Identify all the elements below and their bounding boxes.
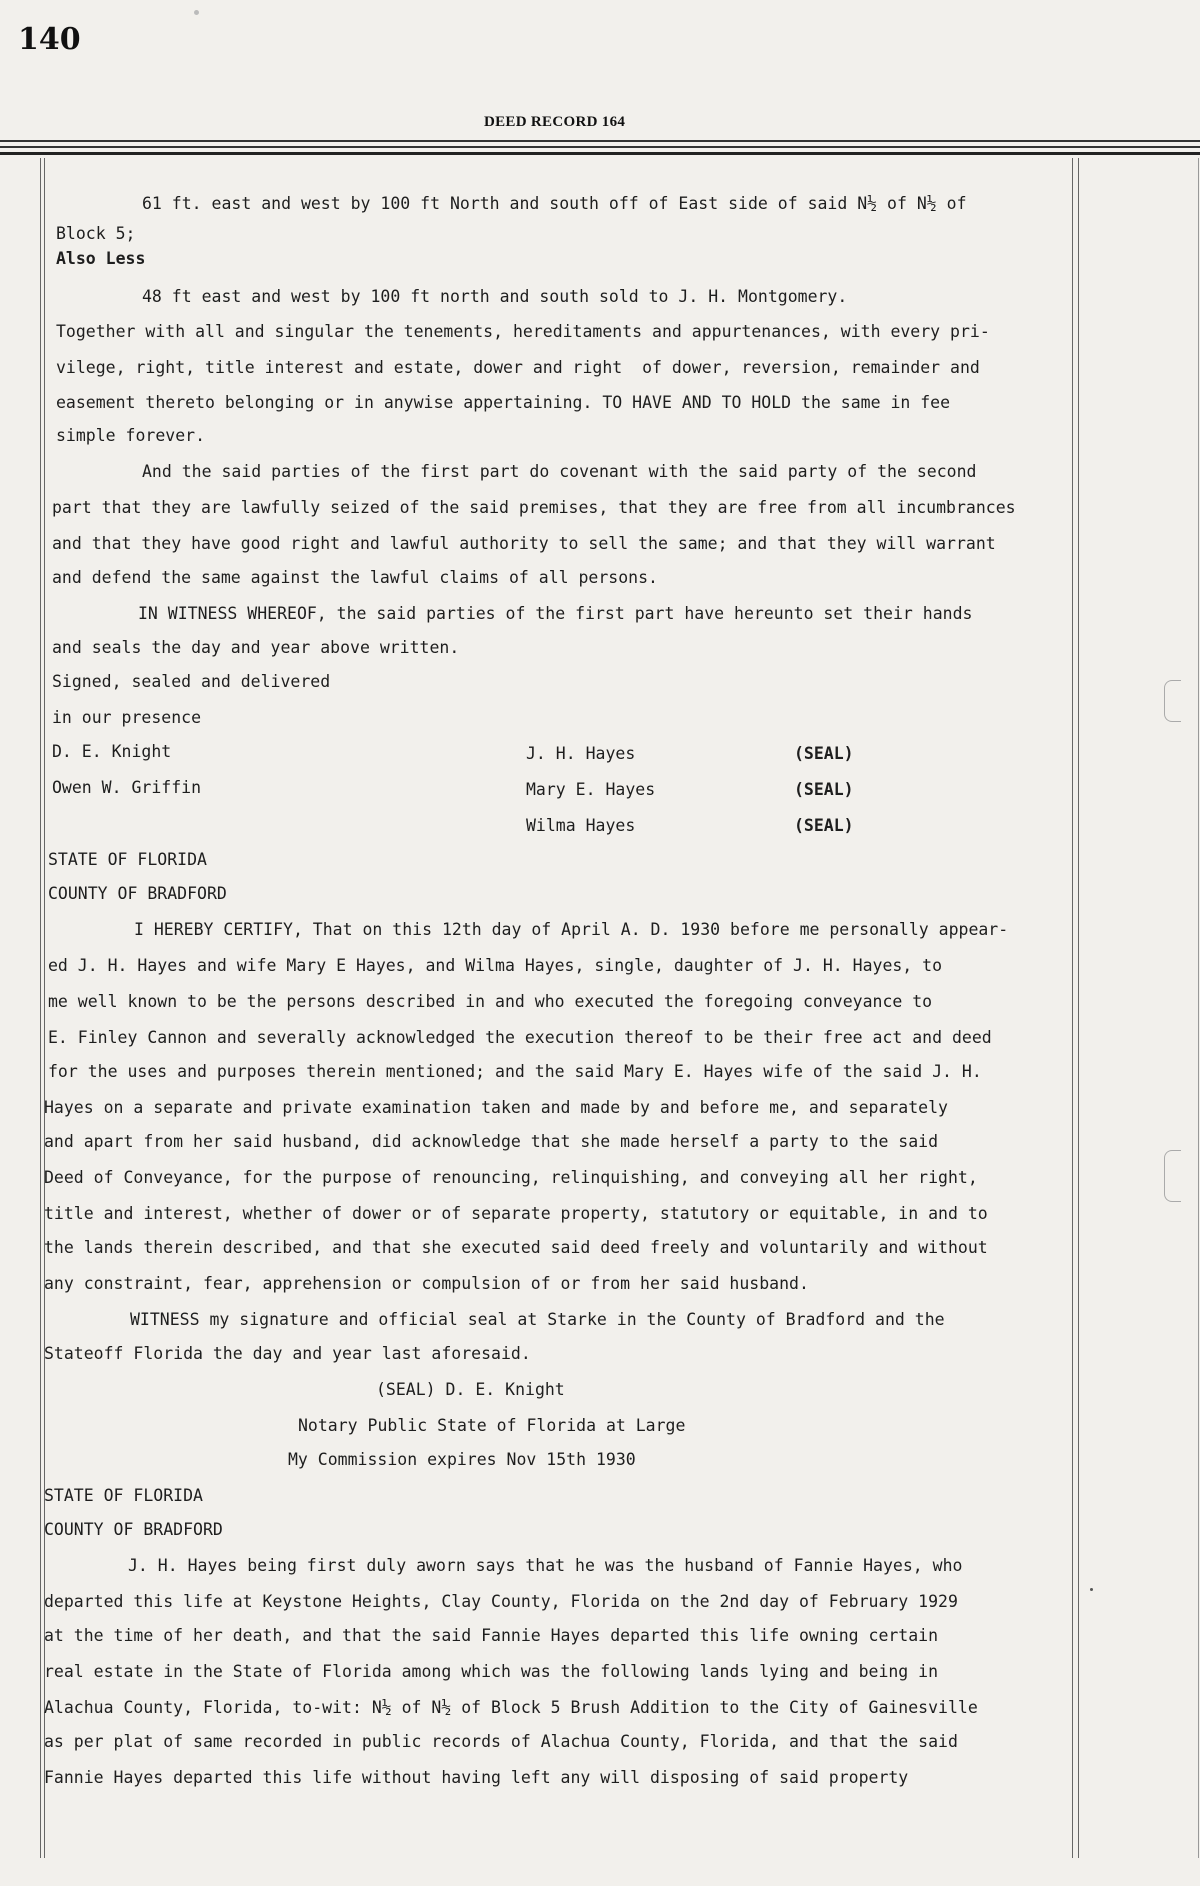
record-title: DEED RECORD 164 [484, 114, 626, 130]
binding-mark [1164, 680, 1181, 722]
deed-text-line: WITNESS my signature and official seal at Starke in the County of Bradford and the [130, 1310, 945, 1329]
header-rule-bottom [0, 152, 1200, 155]
margin-line-right [1078, 158, 1079, 1858]
deed-text-line: at the time of her death, and that the said Fannie Hayes departed this life owning certain [44, 1626, 939, 1645]
deed-text-line: as per plat of same recorded in public records of Alachua County, Florida, and that the said [44, 1732, 958, 1751]
deed-text-line: Deed of Conveyance, for the purpose of renouncing, relinquishing, and conveying all her right, [44, 1168, 978, 1187]
deed-text-line: IN WITNESS WHEREOF, the said parties of the first part have hereunto set their hands [138, 604, 973, 623]
deed-text-line: Also Less [56, 249, 146, 268]
deed-text-line: D. E. Knight [52, 742, 172, 761]
deed-text-line: STATE OF FLORIDA [48, 850, 207, 869]
deed-text-line: Wilma Hayes [526, 816, 636, 835]
ink-speck [194, 10, 199, 15]
deed-text-line: J. H. Hayes being first duly aworn says that he was the husband of Fannie Hayes, who [128, 1556, 963, 1575]
margin-line-right-inner [1072, 158, 1073, 1858]
deed-text-line: Mary E. Hayes [526, 780, 656, 799]
deed-text-line: ed J. H. Hayes and wife Mary E Hayes, and Wilma Hayes, single, daughter of J. H. Hayes, to [48, 956, 943, 975]
deed-text-line: departed this life at Keystone Heights, Clay County, Florida on the 2nd day of February 1929 [44, 1592, 958, 1611]
deed-text-line: And the said parties of the first part do covenant with the said party of the second [142, 462, 977, 481]
deed-text-line: Notary Public State of Florida at Large [298, 1416, 686, 1435]
ink-speck [1090, 1588, 1093, 1591]
deed-text-line: Stateoff Florida the day and year last aforesaid. [44, 1344, 531, 1363]
deed-text-line: E. Finley Cannon and severally acknowledged the execution thereof to be their free act and deed [48, 1028, 992, 1047]
deed-text-line: and seals the day and year above written. [52, 638, 460, 657]
deed-text-line: and defend the same against the lawful claims of all persons. [52, 568, 658, 587]
margin-line-left [40, 158, 41, 1858]
deed-text-line: 61 ft. east and west by 100 ft North and south off of East side of said N½ of N½ of [142, 194, 967, 213]
deed-text-line: (SEAL) D. E. Knight [376, 1380, 565, 1399]
binding-mark [1164, 1150, 1181, 1202]
deed-text-line: COUNTY OF BRADFORD [48, 884, 227, 903]
deed-text-line: for the uses and purposes therein mentioned; and the said Mary E. Hayes wife of the said J. H. [48, 1062, 982, 1081]
deed-text-line: My Commission expires Nov 15th 1930 [288, 1450, 636, 1469]
deed-text-line: me well known to be the persons described in and who executed the foregoing conveyance to [48, 992, 933, 1011]
deed-text-line: any constraint, fear, apprehension or compulsion of or from her said husband. [44, 1274, 809, 1293]
deed-text-line: 48 ft east and west by 100 ft north and south sold to J. H. Montgomery. [142, 287, 848, 306]
header-rule-middle [0, 146, 1200, 148]
header-rule-top [0, 140, 1200, 142]
deed-text-line: real estate in the State of Florida among which was the following lands lying and being in [44, 1662, 939, 1681]
deed-text-line: I HEREBY CERTIFY, That on this 12th day of April A. D. 1930 before me personally appear- [134, 920, 1009, 939]
deed-text-line: (SEAL) [794, 744, 854, 763]
deed-text-line: J. H. Hayes [526, 744, 636, 763]
deed-text-line: title and interest, whether of dower or of separate property, statutory or equitable, in and to [44, 1204, 988, 1223]
deed-text-line: Owen W. Griffin [52, 778, 202, 797]
deed-text-line: the lands therein described, and that she executed said deed freely and voluntarily and without [44, 1238, 988, 1257]
deed-text-line: (SEAL) [794, 780, 854, 799]
deed-text-line: simple forever. [56, 426, 206, 445]
deed-text-line: vilege, right, title interest and estate, dower and right of dower, reversion, remainder and [56, 358, 980, 377]
deed-text-line: (SEAL) [794, 816, 854, 835]
deed-text-line: Block 5; [56, 224, 136, 243]
deed-text-line: Alachua County, Florida, to-wit: N½ of N½ of Block 5 Brush Addition to the City of Gainesville [44, 1698, 978, 1717]
deed-text-line: Together with all and singular the tenements, hereditaments and appurtenances, with every pri- [56, 322, 990, 341]
deed-text-line: STATE OF FLORIDA [44, 1486, 203, 1505]
deed-text-line: easement thereto belonging or in anywise appertaining. TO HAVE AND TO HOLD the same in fee [56, 393, 951, 412]
deed-text-line: Signed, sealed and delivered [52, 672, 331, 691]
deed-text-line: Fannie Hayes departed this life without having left any will disposing of said property [44, 1768, 909, 1787]
page-edge-line [1198, 158, 1199, 1858]
deed-text-line: and that they have good right and lawful authority to sell the same; and that they will warrant [52, 534, 996, 553]
deed-text-line: Hayes on a separate and private examination taken and made by and before me, and separately [44, 1098, 948, 1117]
deed-text-line: in our presence [52, 708, 202, 727]
deed-text-line: and apart from her said husband, did acknowledge that she made herself a party to the said [44, 1132, 939, 1151]
deed-text-line: COUNTY OF BRADFORD [44, 1520, 223, 1539]
page-number: 140 [18, 22, 81, 57]
deed-text-line: part that they are lawfully seized of the said premises, that they are free from all incumbrances [52, 498, 1016, 517]
